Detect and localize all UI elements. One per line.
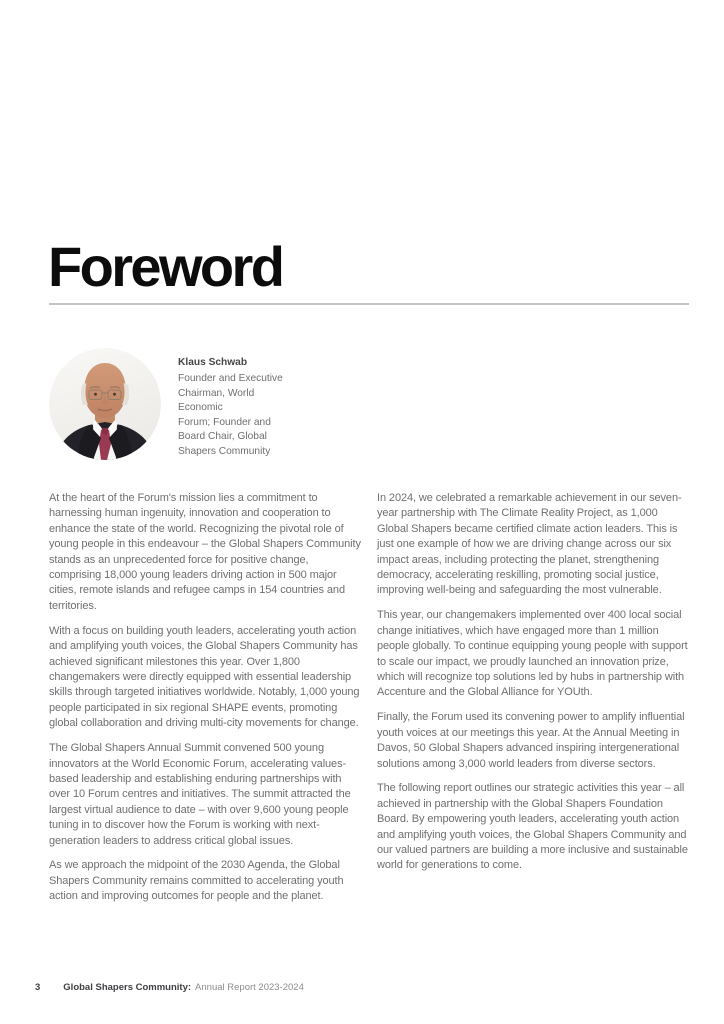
author-role-line: Shapers Community: [178, 445, 271, 457]
author-role-line: Founder and Executive: [178, 373, 283, 384]
klaus-schwab-photo: [49, 348, 161, 460]
paragraph: In 2024, we celebrated a remarkable achievement in our seven-year partnership with The Climate Reality Project, as 1,000 Global Shapers became certified climate action leaders. This is just one example of how we are driving change across our six impact areas, including protecting the planet, strengthening democracy, accelerating reskilling, promoting social justice, improving well-being and safeguarding the most vulnerable.: [377, 492, 682, 597]
paragraph: As we approach the midpoint of the 2030 Agenda, the Global Shapers Community remains committed to accelerating youth action and improving outcomes for people and the planet.: [49, 859, 344, 903]
title-divider: [49, 303, 689, 305]
author-name: Klaus Schwab: [178, 357, 248, 368]
author-caption: [178, 348, 288, 460]
right-column: [377, 491, 689, 914]
page-title: Foreword: [48, 235, 283, 298]
page-number: 3: [35, 982, 41, 993]
paragraph: Finally, the Forum used its convening power to amplify influential youth voices at our meetings this year. At the Annual Meeting in Davos, 50 Global Shapers advanced inspiring intergenerational solutions among 3,000 world leaders from diverse sectors.: [377, 711, 685, 770]
author-role-line: Board Chair, Global: [178, 431, 267, 443]
paragraph: The following report outlines our strategic activities this year – all achieved in partnership with the Global Shapers Foundation Board. By empowering youth leaders, accelerating youth action and amplifying youth voices, the Global Shapers Community and our valued partners are building a more inclusive and sustainable world for generations to come.: [377, 782, 688, 872]
paragraph: This year, our changemakers implemented over 400 local social change initiatives, which have engaged more than 1 million people globally. To continue equipping young people with support to scale our impact, we proudly launched an innovation prize, which will recognize top solutions led by hubs in partnership with Accenture and the Global Alliance for YOUth.: [377, 609, 688, 699]
author-block: [49, 348, 288, 460]
page-footer: [35, 982, 304, 993]
paragraph: At the heart of the Forum's mission lies a commitment to harnessing human ingenuity, innovation and cooperation to enhance the state of the world. Recognizing the pivotal role of young people in this endeavour – the Global Shapers Community stands as an unprecedented force for positive change, comprising 18,000 young leaders driving action in 500 major cities, remote islands and refugee camps in 154 countries and territories.: [49, 492, 361, 612]
author-role-line: Forum; Founder and: [178, 416, 271, 428]
author-role-line: Chairman, World Economic: [178, 387, 255, 414]
left-column: [49, 491, 361, 914]
footer-report-subtitle: Annual Report 2023-2024: [195, 982, 304, 993]
body-text: [49, 491, 689, 914]
paragraph: With a focus on building youth leaders, accelerating youth action and amplifying youth voices, the Global Shapers Community has achieved significant milestones this year. Over 1,800 changemakers were directly equipped with essential leadership skills through targeted initiatives worldwide. Notably, 1,000 young people participated in six regional SHAPE events, promoting global collaboration and driving multi-city movements for change.: [49, 624, 360, 730]
footer-report-title: Global Shapers Community:: [63, 982, 192, 993]
paragraph: The Global Shapers Annual Summit convened 500 young innovators at the World Economic Forum, accelerating values-based leadership and establishing enduring partnerships with over 10 Forum centres and initiatives. The summit attracted the largest virtual audience to date – with over 9,600 young people tuning in to discover how the Forum is working with next-generation leaders to address critical global issues.: [49, 742, 351, 847]
